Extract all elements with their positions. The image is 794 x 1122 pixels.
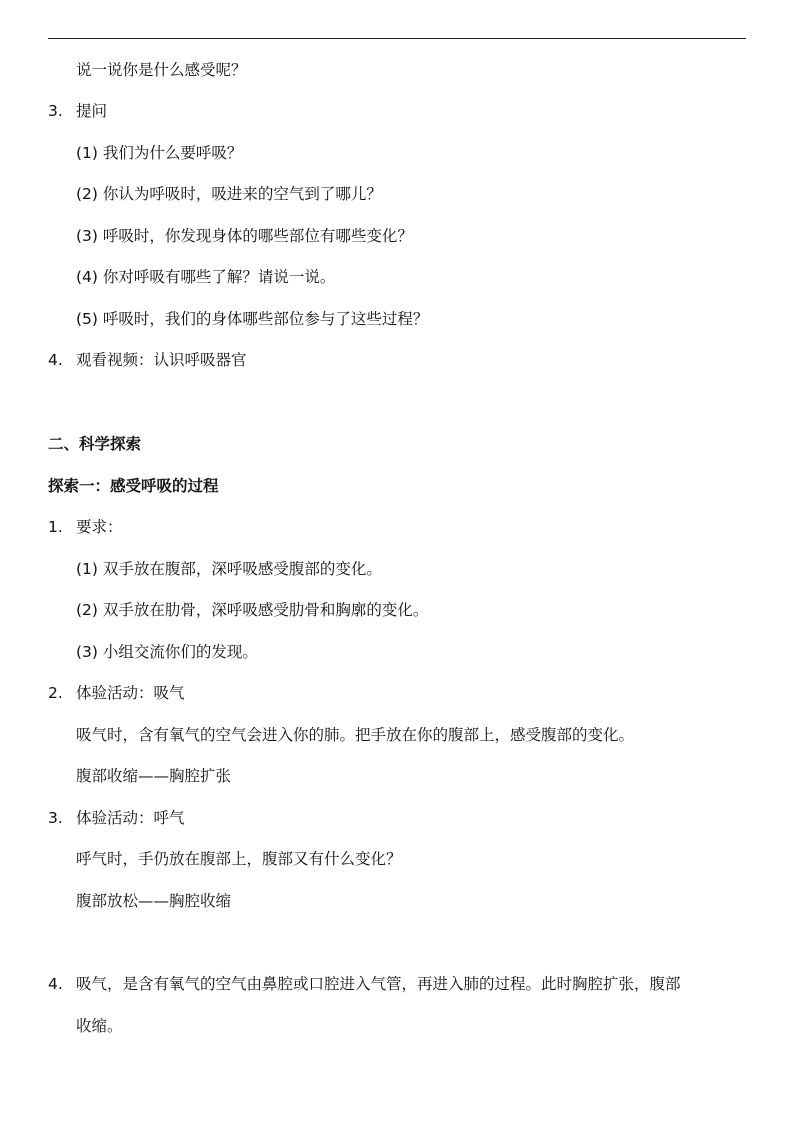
sub-item-2: (2) 双手放在肋骨，深呼吸感受肋骨和胸廓的变化。 bbox=[76, 601, 429, 619]
sub-item-1: (1) 双手放在腹部，深呼吸感受腹部的变化。 bbox=[76, 560, 382, 578]
header-rule bbox=[48, 38, 746, 39]
sub-item-2: (2) 你认为呼吸时，吸进来的空气到了哪儿？ bbox=[76, 185, 382, 203]
list-text: 要求： bbox=[76, 518, 123, 536]
list-text: 观看视频：认识呼吸器官 bbox=[76, 351, 247, 369]
text-line: 说一说你是什么感受呢？ bbox=[76, 61, 247, 79]
sub-item-4: (4) 你对呼吸有哪些了解？请说一说。 bbox=[76, 268, 336, 286]
list-text: 体验活动：呼气 bbox=[76, 809, 185, 827]
list-number: 1. bbox=[48, 518, 63, 536]
text-line: 收缩。 bbox=[76, 1017, 123, 1035]
sub-item-3: (3) 呼吸时，你发现身体的哪些部位有哪些变化？ bbox=[76, 227, 413, 245]
sub-item-1: (1) 我们为什么要呼吸？ bbox=[76, 144, 243, 162]
subsection-heading: 探索一：感受呼吸的过程 bbox=[48, 477, 219, 495]
list-number: 3. bbox=[48, 102, 63, 120]
text-line: 呼气时，手仍放在腹部上，腹部又有什么变化？ bbox=[76, 850, 402, 868]
list-number: 4. bbox=[48, 351, 63, 369]
sub-item-3: (3) 小组交流你们的发现。 bbox=[76, 643, 258, 661]
text-line: 腹部收缩——胸腔扩张 bbox=[76, 767, 232, 785]
list-number: 2. bbox=[48, 684, 63, 702]
list-text: 提问 bbox=[76, 102, 108, 120]
list-text: 吸气，是含有氧气的空气由鼻腔或口腔进入气管，再进入肺的过程。此时胸腔扩张，腹部 bbox=[76, 975, 681, 993]
list-number: 4. bbox=[48, 975, 63, 993]
text-line: 吸气时，含有氧气的空气会进入你的肺。把手放在你的腹部上，感受腹部的变化。 bbox=[76, 726, 635, 744]
list-text: 体验活动：吸气 bbox=[76, 684, 185, 702]
section-heading: 二、科学探索 bbox=[48, 435, 142, 453]
list-number: 3. bbox=[48, 809, 63, 827]
text-line: 腹部放松——胸腔收缩 bbox=[76, 892, 232, 910]
sub-item-5: (5) 呼吸时，我们的身体哪些部位参与了这些过程？ bbox=[76, 310, 429, 328]
